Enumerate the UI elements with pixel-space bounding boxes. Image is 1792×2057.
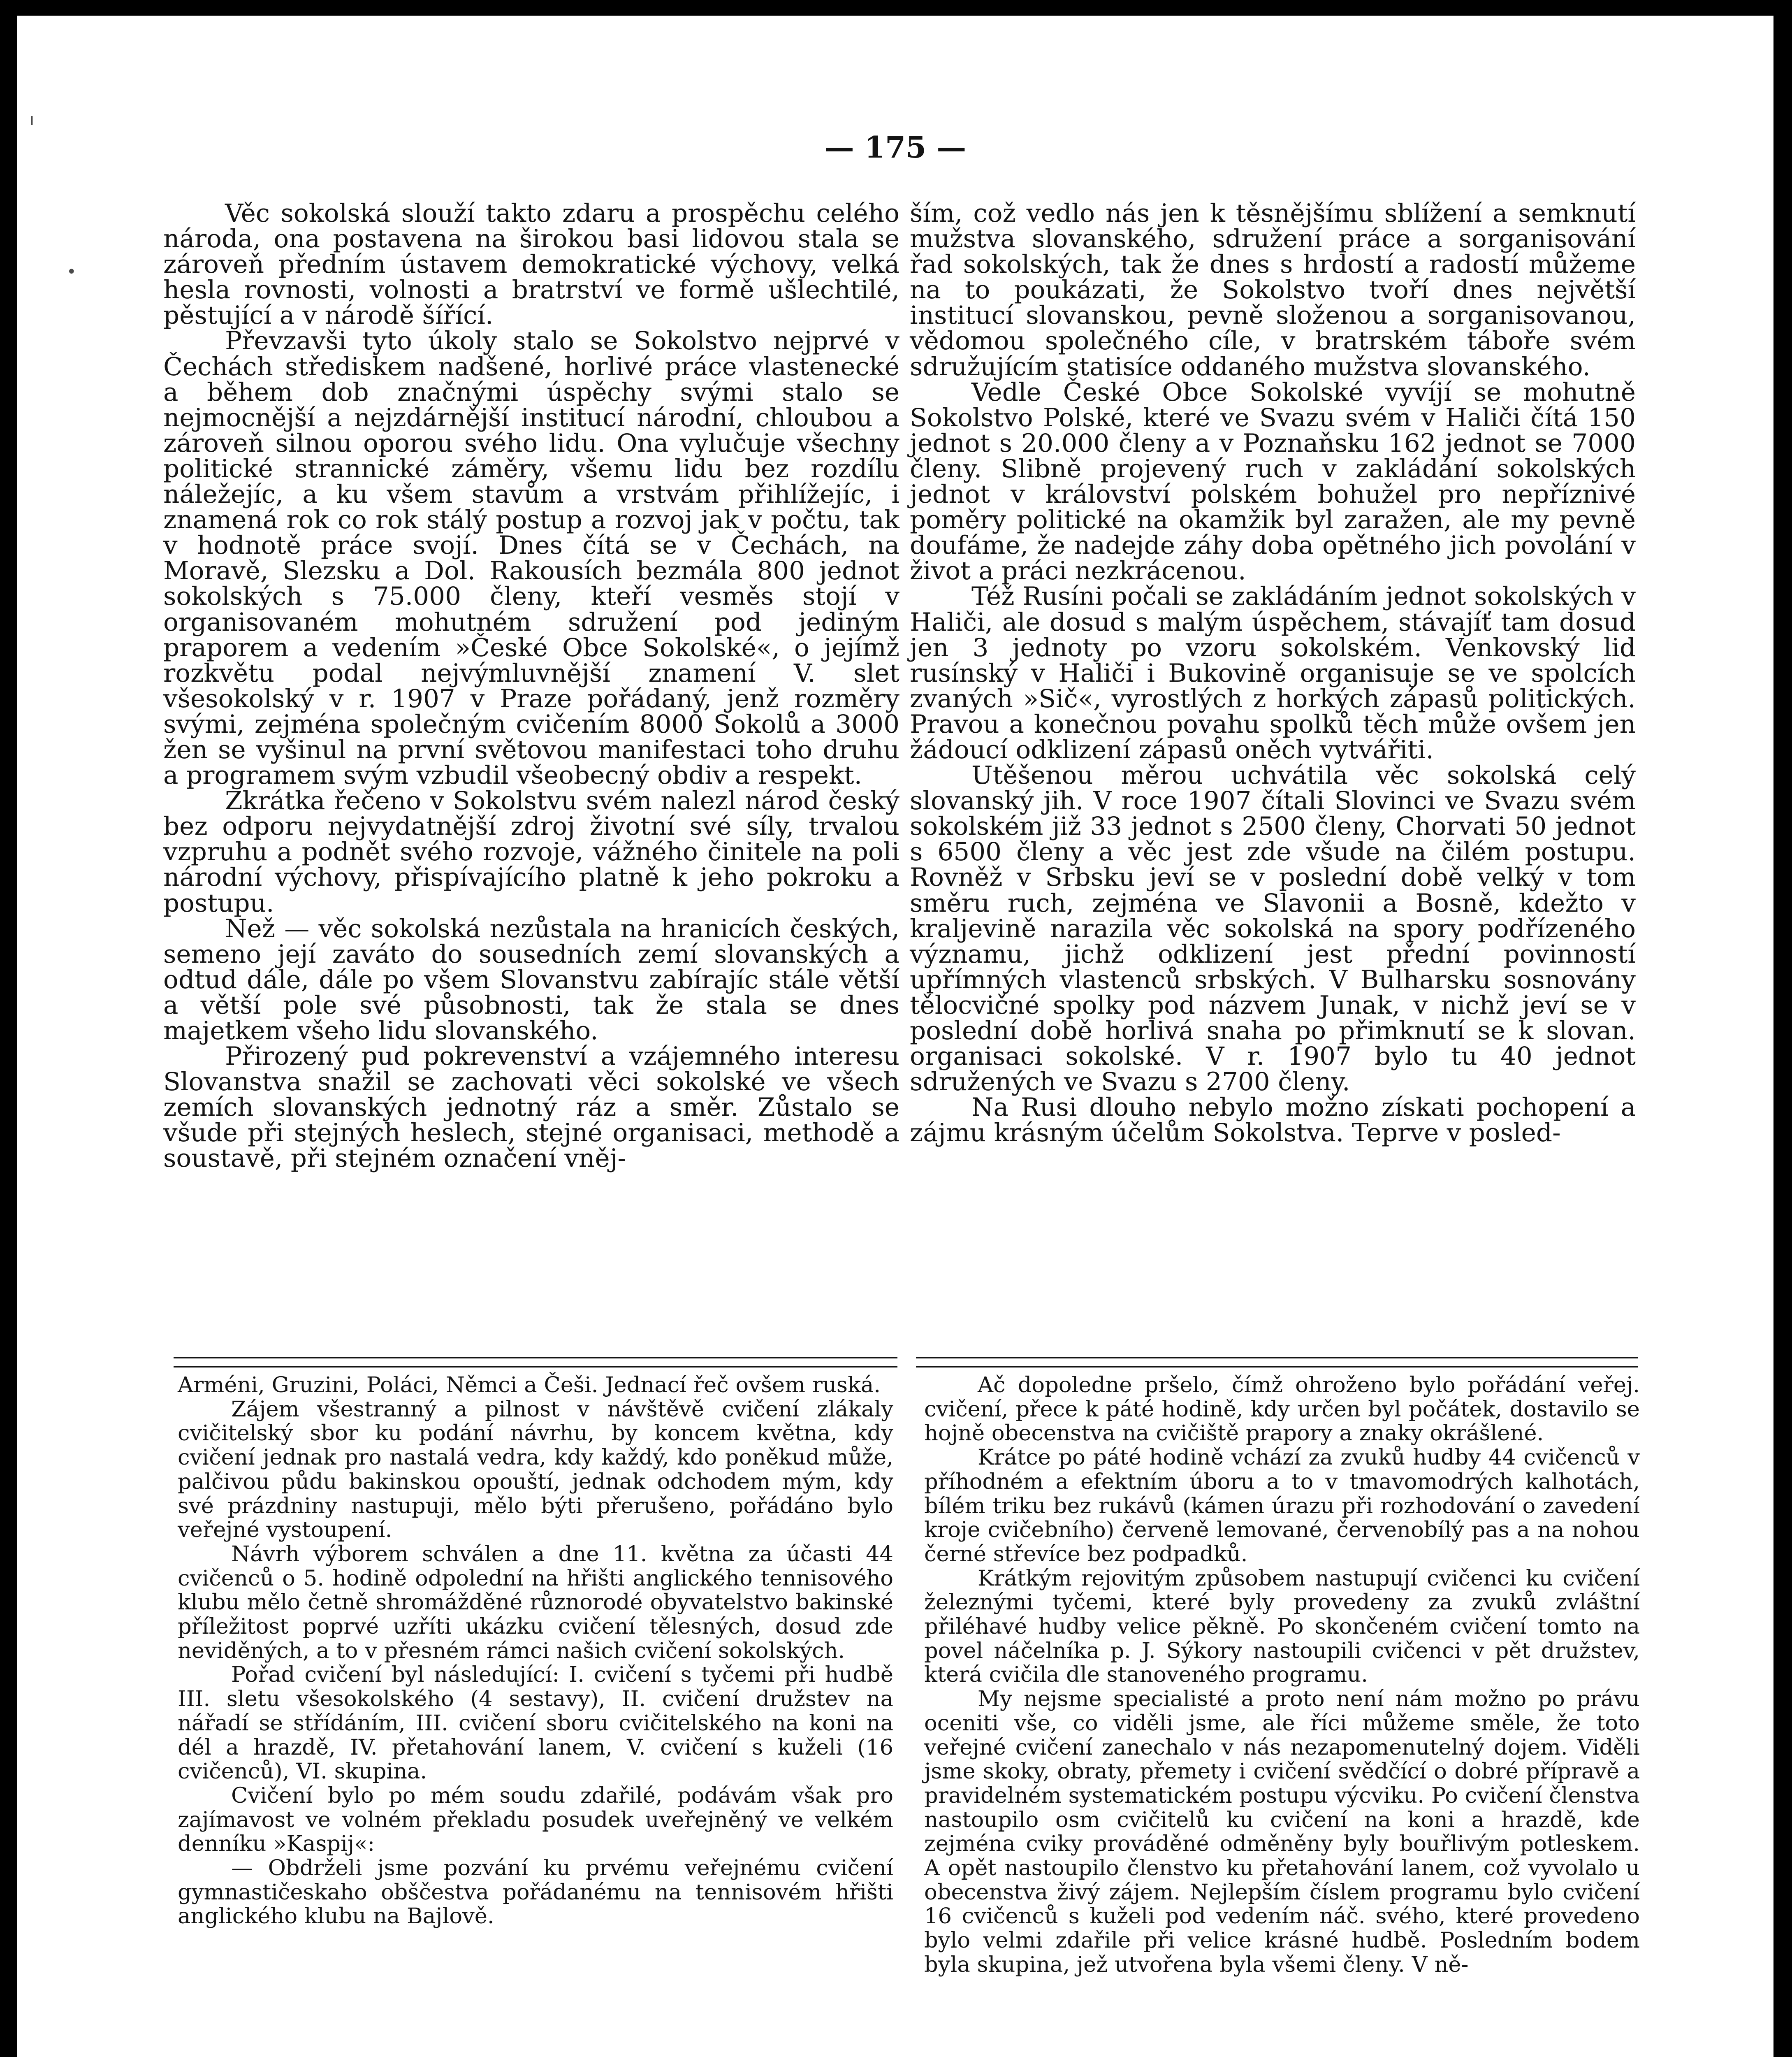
paragraph: ším, což vedlo nás jen k těsnějšímu sblížení a semknutí mužstva slovanského, sdružení práce a sorganisování řad sokolských, tak že dnes s hrdostí a radostí můžeme na to poukázati, že Sokolstvo tvoří dnes největší institucí slovanskou, pevně složenou a sorganisovanou, vědomou společného cíle, v bratrském táboře svém sdružujícím statisíce oddaného mužstva slovanského.: [910, 199, 1636, 381]
paragraph: Přirozený pud pokrevenství a vzájemného interesu Slovanstva snažil se zachovati věci sokolské ve všech zemích slovanských jednotný ráz a směr. Zůstalo se všude při stejných heslech, stejné organisaci, methodě a soustavě, při stejném označení vněj-: [163, 1042, 899, 1173]
paragraph: Cvičení bylo po mém soudu zdařilé, podávám však pro zajímavost ve volném překladu posudek uveřejněný ve velkém denníku »Kaspij«:: [178, 1783, 893, 1857]
upper-right-column: [910, 201, 1636, 1146]
upper-left-column: [163, 201, 899, 1172]
paragraph: Krátce po páté hodině vchází za zvuků hudby 44 cvičenců v příhodném a efektním úboru a to v tmavomodrých kalhotách, bílém triku bez rukávů (kámen úrazu při rozhodování o zavedení kroje cvičebního) červeně lemované, červenobílý pas a na nohou černé střevíce bez podpadků.: [924, 1445, 1640, 1567]
paragraph: Utěšenou měrou uchvátila věc sokolská celý slovanský jih. V roce 1907 čítali Slovinci ve Svazu svém sokolském již 33 jednot s 2500 členy, Chorvati 50 jednot s 6500 členy a věc jest zde všude na čilém postupu. Rovněž v Srbsku jeví se v poslední době velký v tom směru ruch, zejména ve Slavonii a Bosně, kdežto v kraljevině narazila věc sokolská na spory podřízeného významu, jichž odklizení jest přední povinností upřímných vlastenců srbských. V Bulharsku sosnovány tělocvičné spolky pod názvem Junak, v nichž jeví se v poslední době horlivá snaha po přimknutí se k slovan. organisaci sokolské. V r. 1907 bylo tu 40 jednot sdružených ve Svazu s 2700 členy.: [910, 761, 1636, 1097]
paragraph: Než — věc sokolská nezůstala na hranicích českých, semeno její zaváto do sousedních zemí slovanských a odtud dále, dále po všem Slovanstvu zabírajíc stále větší a větší pole své působnosti, tak že stala se dnes majetkem všeho lidu slovanského.: [163, 914, 899, 1045]
lower-right-column: [924, 1373, 1640, 1977]
scanned-page: [17, 16, 1773, 2057]
paragraph: Pořad cvičení byl následující: I. cvičení s tyčemi při hudbě III. sletu všesokolského (4 sestavy), II. cvičení družstev na nářadí se střídáním, III. cvičení sboru cvičitelského na koni na dél a hrazdě, IV. přetahování lanem, V. cvičení s kuželi (16 cvičenců), VI. skupina.: [178, 1662, 893, 1784]
paragraph: Ač dopoledne pršelo, čímž ohroženo bylo pořádání veřej. cvičení, přece k páté hodině, kdy určen byl počátek, dostavilo se hojně obecenstva na cvičiště prapory a znaky okrášlené.: [924, 1372, 1640, 1446]
paragraph: — Obdrželi jsme pozvání ku prvému veřejnému cvičení gymnastičeskaho obščestva pořádanému na tennisovém hřišti anglického klubu na Bajlově.: [178, 1855, 893, 1929]
paragraph: Krátkým rejovitým způsobem nastupují cvičenci ku cvičení železnými tyčemi, které byly provedeny za zvuků zvláštní přiléhavé hudby velice pěkně. Po skončeném cvičení tomto na povel náčelníka p. J. Sýkory nastoupili cvičenci v pět družstev, která cvičila dle stanoveného programu.: [924, 1565, 1640, 1688]
paragraph: Též Rusíni počali se zakládáním jednot sokolských v Haliči, ale dosud s malým úspěchem, stávajíť tam dosud jen 3 jednoty po vzoru sokolském. Venkovský lid rusínský v Haliči i Bukovině organisuje se ve spolcích zvaných »Sič«, vyrostlých z horkých zápasů politických. Pravou a konečnou povahu spolků těch může ovšem jen žádoucí odklizení zápasů oněch vytvářiti.: [910, 582, 1636, 764]
page-number: — 175 —: [824, 130, 967, 165]
paragraph: Arméni, Gruzini, Poláci, Němci a Češi. Jednací řeč ovšem ruská.: [178, 1372, 881, 1398]
section-divider: [916, 1357, 1638, 1367]
section-divider: [174, 1357, 897, 1367]
paragraph: Vedle České Obce Sokolské vyvíjí se mohutně Sokolstvo Polské, které ve Svazu svém v Haliči čítá 150 jednot s 20.000 členy a v Poznaňsku 162 jednot se 7000 členy. Slibně projevený ruch v zakládání sokolských jednot v království polském bohužel pro nepříznivé poměry politické na okamžik byl zaražen, ale my pevně doufáme, že nadejde záhy doba opětného jich povolání v život a práci nezkrácenou.: [910, 377, 1636, 586]
paragraph: Věc sokolská slouží takto zdaru a prospěchu celého národa, ona postavena na širokou basi lidovou stala se zároveň předním ústavem demokratické výchovy, velká hesla rovnosti, volnosti a bratrství ve formě ušlechtilé, pěstující a v národě šířící.: [163, 199, 899, 330]
margin-mark: •: [67, 262, 77, 281]
paragraph: Zájem všestranný a pilnost v návštěvě cvičení zlákaly cvičitelský sbor ku podání návrhu, by koncem května, kdy cvičení jednak pro nastalá vedra, kdy každý, kdo poněkud může, palčivou půdu bakinskou opouští, jednak odchodem mým, kdy své prázdniny nastupuji, mělo býti přerušeno, pořádáno bylo veřejné vystoupení.: [178, 1396, 893, 1543]
paragraph: Návrh výborem schválen a dne 11. května za účasti 44 cvičenců o 5. hodině odpolední na hřišti anglického tennisového klubu mělo četně shromážděné různorodé obyvatelstvo bakinské příležitost poprvé uzříti ukázku cvičení tělesných, dosud zde neviděných, a to v přesném rámci našich cvičení sokolských.: [178, 1541, 893, 1663]
paragraph: Na Rusi dlouho nebylo možno získati pochopení a zájmu krásným účelům Sokolstva. Teprve v posled-: [910, 1093, 1636, 1148]
lower-left-column: [178, 1373, 893, 1929]
margin-mark: ı: [30, 110, 35, 129]
paragraph: Převzavši tyto úkoly stalo se Sokolstvo nejprvé v Čechách střediskem nadšené, horlivé práce vlastenecké a během dob značnými úspěchy svými stalo se nejmocnější a nejzdárnější institucí národní, chloubou a zároveň silnou oporou svého lidu. Ona vylučuje všechny politické strannické záměry, všemu lidu bez rozdílu náležejíc, a ku všem stavům a vrstvám přihlížejíc, i znamená rok co rok stálý postup a rozvoj jak v počtu, tak v hodnotě práce svojí. Dnes čítá se v Čechách, na Moravě, Slezsku a Dol. Rakousích bezmála 800 jednot sokolských s 75.000 členy, kteří vesměs stojí v organisovaném mohutném sdružení pod jediným praporem a vedením »České Obce Sokolské«, o jejímž rozkvětu podal nejvýmluvnější znamení V. slet všesokolský v r. 1907 v Praze pořádaný, jenž rozměry svými, zejména společným cvičením 8000 Sokolů a 3000 žen se vyšinul na první světovou manifestaci toho druhu a programem svým vzbudil všeobecný obdiv a respekt.: [163, 326, 899, 790]
paragraph: My nejsme specialisté a proto není nám možno po právu oceniti vše, co viděli jsme, ale říci můžeme směle, že toto veřejné cvičení zanechalo v nás nezapomenutelný dojem. Viděli jsme skoky, obraty, přemety i cvičení svědčící o dobré přípravě a pravidelném systematickém postupu výcviku. Po cvičení členstva nastoupilo osm cvičitelů ku cvičení na koni a hrazdě, kde zejména cviky prováděné odměněny byly bouřlivým potleskem. A opět nastoupilo členstvo ku přetahování lanem, což vyvolalo u obecenstva živý zájem. Nejlepším číslem programu bylo cvičení 16 cvičenců s kuželi pod vedením náč. svého, které provedeno bylo velmi zdařile při velice krásné hudbě. Posledním bodem byla skupina, jež utvořena byla všemi členy. V ně-: [924, 1686, 1640, 1977]
paragraph: Zkrátka řečeno v Sokolstvu svém nalezl národ český bez odporu nejvydatnější zdroj životní své síly, trvalou vzpruhu a podnět svého rozvoje, vážného činitele na poli národní výchovy, přispívajícího platně k jeho pokroku a postupu.: [163, 786, 899, 918]
